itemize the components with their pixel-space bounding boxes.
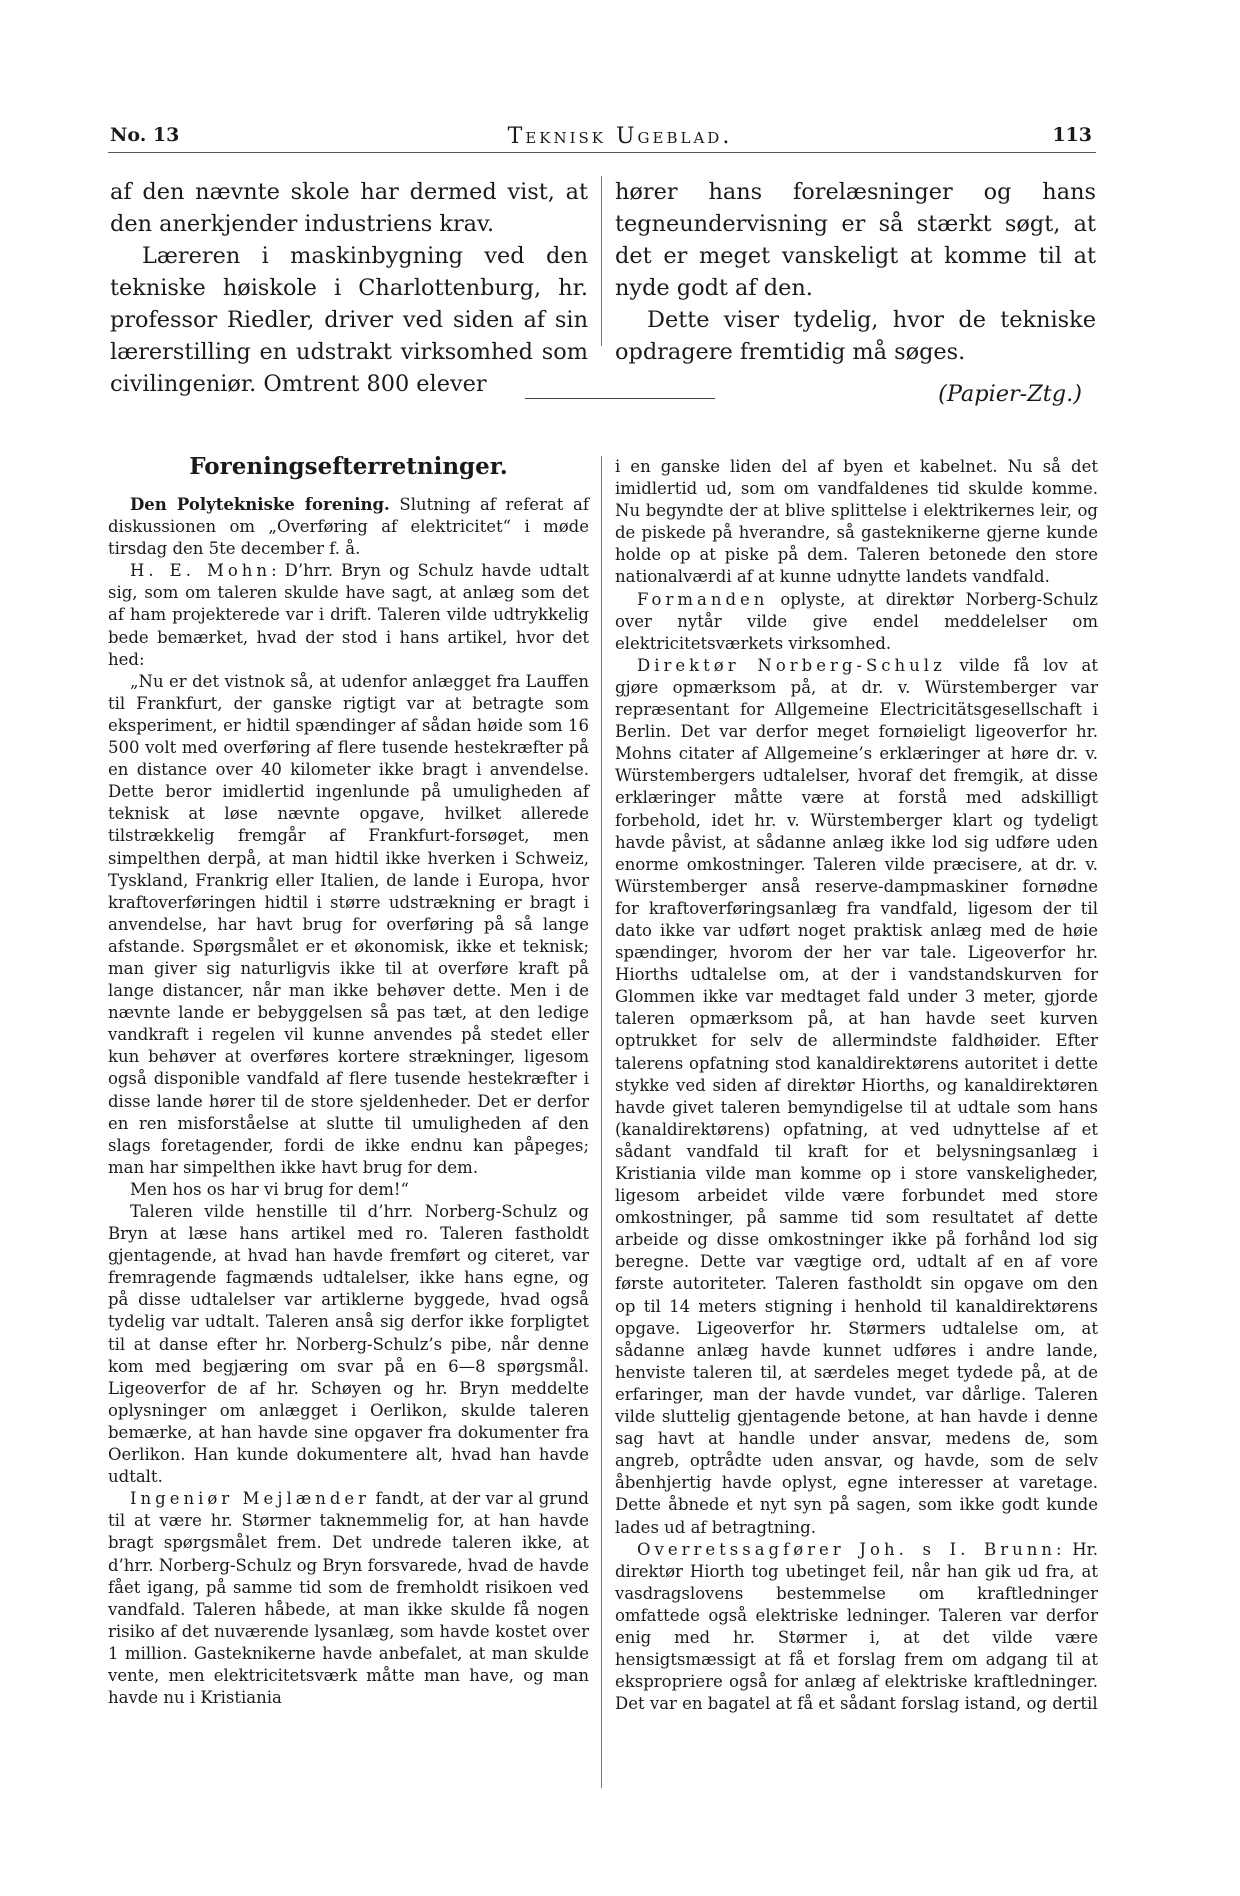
speaker-name: H. E. Mohn bbox=[130, 561, 272, 581]
society-name: Den Polytekniske forening. bbox=[130, 495, 390, 514]
speech-text: fandt, at der var al grund til at være hr. Størmer taknemmelig for, at han havde bragt spørgsmålet frem. Det undrede taleren ikke, at d’hrr. Norberg-Schulz og Bryn forsvarede, hvad de havde fået igang, på samme tid som de fremholdt risikoen ved vandfald. Taleren håbede, at man ikke skulde få nogen risiko af det nuværende lysanlæg, som havde kostet over 1 million. Gasteknikerne havde anbefalet, at man skulde vente, men elektricitetsværk måtte man have, og man havde nu i Kristiania bbox=[108, 1489, 589, 1708]
speech-text: : D’hrr. Bryn og Schulz havde udtalt sig, som om taleren skulde have sagt, at anlæg som det af ham projekterede var i drift. Taleren vilde udtrykkelig bede bemærket, hvad der stod i hans artikel, hvor det hed: bbox=[108, 561, 589, 669]
speech-text: : Hr. direktør Hiorth tog ubetinget feil, når han gik ud fra, at vasdragslovens bestemmelse om kraftledninger omfattede også elektriske ledninger. Taleren var derfor enig med hr. Størmer i, at det vilde være hensigtsmæssigt at få et forslag frem om adgang til at ekspropriere også for anlæg af elektriske kraftledninger. Det var en bagatel at få et sådant forslag istand, og dertil bbox=[615, 1539, 1098, 1714]
speech-text: Men hos os har vi brug for dem!“ bbox=[130, 1179, 409, 1199]
top-left-paragraph: af den nævnte skole har dermed vist, at den anerkjender industriens krav. bbox=[110, 179, 588, 237]
top-right-column bbox=[615, 176, 1096, 410]
speaker-name: Formanden bbox=[637, 589, 769, 609]
speech-paragraph bbox=[108, 560, 589, 670]
speech-paragraph bbox=[615, 1539, 1098, 1716]
speech-paragraph bbox=[108, 1488, 589, 1709]
section-separator bbox=[525, 398, 715, 399]
speech-text: „Nu er det vistnok så, at udenfor anlægget fra Lauffen til Frankfurt, der ganske rigtigt var at betragte som eksperiment, er hidtil spændinger af sådan høide som 16 500 volt med overføring af flere tusende hestekræfter på en distance over 40 kilometer ikke bragt i anvendelse. Dette beror imidlertid ingenlunde på umuligheden af teknisk at løse nævnte opgave, hvilket allerede tilstrækkelig fremgår af Frankfurt-forsøget, men simpelthen derpå, at man hidtil ikke hverken i Schweiz, Tyskland, Frankrig eller Italien, de lande i Europa, hvor kraftoverføringen hidtil i større udstrækning er bragt i anvendelse, har havt brug for overføring på så lange afstande. Spørgsmålet er et økonomisk, ikke et teknisk; man giver sig naturligvis ikke til at overføre kraft på lange distancer, når man ikke behøver dette. Men i de nævnte lande er bebyggelsen så pas tæt, at den ledige vandkraft i regelen vil kunne anvendes på stedet eller kun behøver at overføres kortere strækninger, ligesom også disponible vandfald af flere tusende hestekræfter i disse lande hører til de store sjeldenheder. Det er derfor en ren misforståelse at slutte til umuligheden af den slags foretagender, fordi de ikke endnu kan påpeges; man har simpelthen ikke havt brug for dem. bbox=[108, 671, 589, 1177]
speech-text: i en ganske liden del af byen et kabelnet. Nu så det imidlertid ud, som om vandfaldenes tid skulde komme. Nu begyndte der at blive splittelse i elektrikernes leir, og de piskede på hverandre, så gasteknikerne gjerne kunde holde op at piske på dem. Taleren betonede den store nationalværdi af at kunne udnytte landets vandfald. bbox=[615, 457, 1098, 587]
top-left-column bbox=[110, 176, 588, 400]
speech-paragraph bbox=[108, 1201, 589, 1488]
top-column-divider bbox=[601, 176, 602, 346]
section-right-column bbox=[615, 456, 1098, 1715]
top-right-paragraph: Dette viser tydelig, hvor de tekniske opdragere fremtidig må søges. bbox=[615, 307, 1096, 365]
society-text: Slutning af referat af diskussionen om „Overføring af elektricitet“ i møde tirsdag den 5te december f. å. bbox=[108, 495, 589, 559]
society-paragraph bbox=[108, 494, 589, 560]
source-signature: (Papier-Ztg.) bbox=[938, 381, 1082, 407]
speech-paragraph bbox=[615, 589, 1098, 655]
speech-text: vilde få lov at gjøre opmærksom på, at dr. v. Würstemberger var repræsentant for Allgemeine Electricitätsgesellschaft i Berlin. Det var derfor meget fornøieligt ligeoverfor hr. Mohns citater af Allgemeine’s erklæringer at høre dr. v. Würstembergers udtalelser, hvoraf det fremgik, at disse erklæringer måtte være at forstå med adskilligt forbehold, idet hr. v. Würstemberger klart og tydeligt havde påvist, at sådanne anlæg ikke lod sig udføre uden enorme omkostninger. Taleren vilde præcisere, at dr. v. Würstemberger anså reserve-dampmaskiner fornødne for kraftoverføringsanlæg fra vandfald, ligesom der til dato ikke var udført noget praktisk anlæg med de høie spændinger, hvorom der her var tale. Ligeoverfor hr. Hiorths udtalelse om, at der i vandstandskurven for Glommen ikke var medtaget fald under 3 meter, gjorde taleren opmærksom på, at han havde seet kurven optrukket for selv de allermindste faldhøider. Efter talerens opfatning stod kanaldirektørens autoritet i dette stykke ved siden af direktør Hiorths, og kanaldirektøren havde givet taleren bemyndigelse til at udtale som hans (kanaldirektørens) opfatning, at ved udnyttelse af et sådant vandfald til kraft for et belysningsanlæg i Kristiania vilde man komme op i store vanskeligheder, ligesom arbeidet vilde være forbundet med store omkostninger, på samme tid som resultatet af dette arbeide og disse omkostninger ikke på forhånd lod sig beregne. Dette var vægtige ord, udtalt af en af vore første autoriteter. Taleren fastholdt sin opgave om den op til 14 meters stigning i henhold til kanaldirektørens opgave. Ligeoverfor hr. Størmers udtalelse om, at sådanne anlæg havde kunnet udføres i andre lande, henviste taleren til, at særdeles meget tydede på, at de erfaringer, man der havde vundet, var dårlige. Taleren vilde sluttelig gjentagende betone, at han havde i denne sag havt at handle under ansvar, medens de, som angreb, optrådte uden ansvar, og havde, som de selv åbenhjertig havde oplyst, egne interesser at varetage. Dette åbnede et nyt syn på sagen, som ikke godt kunde lades ud af betragtning. bbox=[615, 655, 1098, 1537]
speech-paragraph bbox=[615, 655, 1098, 1539]
page-number: 113 bbox=[1052, 124, 1092, 146]
speech-text: oplyste, at direktør Norberg-Schulz over nytår vilde give endel meddelelser om elektricitetsværkets virksomhed. bbox=[615, 589, 1098, 653]
publication-title: Teknisk Ugeblad. bbox=[507, 124, 733, 149]
speech-paragraph bbox=[108, 671, 589, 1179]
speech-paragraph bbox=[615, 456, 1098, 589]
speaker-name: Overretssagfører Joh. s I. Brunn bbox=[637, 1539, 1057, 1559]
header-rule bbox=[108, 152, 1096, 153]
speaker-name: Ingeniør Mejlænder bbox=[130, 1489, 371, 1509]
speech-text: Taleren vilde henstille til d’hrr. Norberg-Schulz og Bryn at læse hans artikel med ro. Taleren fastholdt gjentagende, at hvad han havde fremført og citeret, var fremragende fagmænds udtalelser, ikke hans egne, og på disse udtalelser var artiklerne byggede, hvad også tydelig var udtalt. Taleren anså sig derfor ikke forpligtet til at danse efter hr. Norberg-Schulz’s pibe, når denne kom med begjæring om svar på en 6—8 spørgsmål. Ligeoverfor de af hr. Schøyen og hr. Bryn meddelte oplysninger om anlægget i Oerlikon, skulde taleren bemærke, at han havde sine opgaver fra dokumenter fra Oerlikon. Han kunde dokumentere alt, hvad han havde udtalt. bbox=[108, 1202, 589, 1487]
issue-number: No. 13 bbox=[110, 124, 180, 146]
section-column-divider bbox=[601, 456, 602, 1788]
speech-paragraph bbox=[108, 1179, 589, 1201]
section-title: Foreningsefterretninger. bbox=[189, 453, 508, 480]
top-left-paragraph: Læreren i maskinbygning ved den tekniske høiskole i Charlottenburg, hr. professor Riedler, driver ved siden af sin lærerstilling en udstrakt virksomhed som civilingeniør. Omtrent 800 elever bbox=[110, 243, 588, 397]
section-left-column bbox=[108, 452, 589, 1709]
speaker-name: Direktør Norberg-Schulz bbox=[637, 655, 946, 675]
top-right-paragraph: hører hans forelæsninger og hans tegneundervisning er så stærkt søgt, at det er meget vanskeligt at komme til at nyde godt af den. bbox=[615, 179, 1096, 301]
